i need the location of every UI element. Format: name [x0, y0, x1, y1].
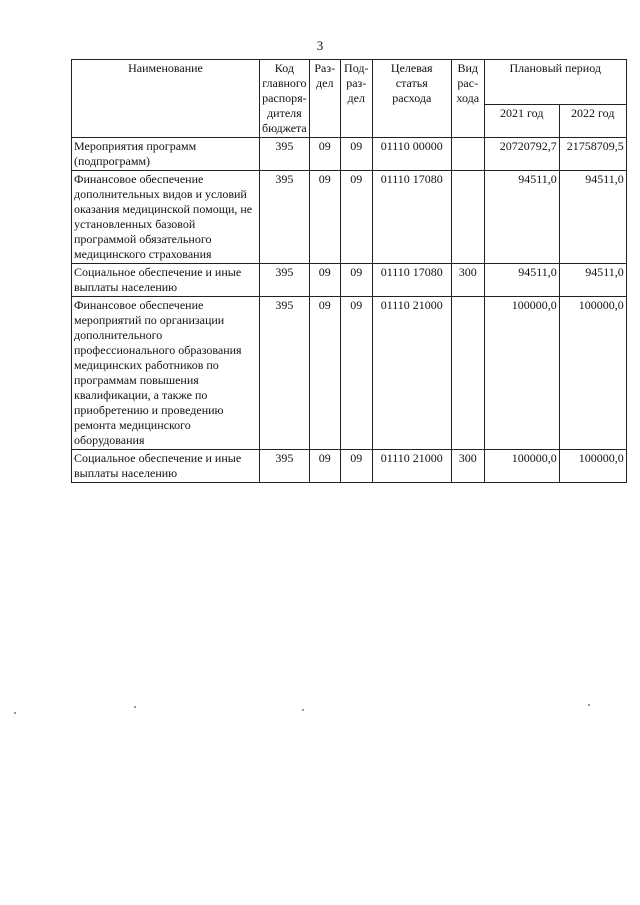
row-year-2022: 100000,0 [559, 297, 626, 450]
row-kind: 300 [451, 264, 484, 297]
row-code: 395 [260, 297, 310, 450]
row-name: Социальное обеспечение и иные выплаты населению [72, 450, 260, 483]
row-name: Финансовое обеспечение мероприятий по организации дополнительного профессионального образования медицинских работников по программам повышения квалификации, а также по приобретению и проведению ремонта медицинского оборудования [72, 297, 260, 450]
row-target: 01110 17080 [372, 264, 451, 297]
header-year-2022: 2022 год [559, 105, 626, 138]
row-section: 09 [309, 171, 340, 264]
header-period: Плановый период [484, 60, 626, 105]
row-name: Финансовое обеспечение дополнительных видов и условий оказания медицинской помощи, не установленных базовой программой обязательного медицинского страхования [72, 171, 260, 264]
row-year-2021: 100000,0 [484, 297, 559, 450]
row-section: 09 [309, 264, 340, 297]
page-number: 3 [316, 38, 324, 53]
header-year-2021: 2021 год [484, 105, 559, 138]
header-kind: Вид рас-хода [451, 60, 484, 138]
row-year-2022: 94511,0 [559, 264, 626, 297]
row-year-2022: 94511,0 [559, 171, 626, 264]
table-row [72, 138, 627, 171]
table-row [72, 264, 627, 297]
row-section: 09 [309, 138, 340, 171]
scan-speck [588, 704, 590, 706]
header-section: Раз-дел [309, 60, 340, 138]
row-subsection: 09 [340, 264, 372, 297]
row-target: 01110 21000 [372, 297, 451, 450]
row-kind [451, 297, 484, 450]
header-target: Целевая статья расхода [372, 60, 451, 138]
row-year-2021: 94511,0 [484, 171, 559, 264]
table-row [72, 450, 627, 483]
row-year-2021: 100000,0 [484, 450, 559, 483]
scan-speck [134, 706, 136, 708]
row-kind [451, 171, 484, 264]
table-row [72, 171, 627, 264]
row-subsection: 09 [340, 138, 372, 171]
row-target: 01110 00000 [372, 138, 451, 171]
row-name: Социальное обеспечение и иные выплаты населению [72, 264, 260, 297]
budget-table [71, 59, 627, 483]
row-subsection: 09 [340, 297, 372, 450]
scan-speck [302, 709, 304, 711]
scan-speck [14, 712, 16, 714]
row-section: 09 [309, 297, 340, 450]
row-target: 01110 17080 [372, 171, 451, 264]
table-row [72, 297, 627, 450]
row-year-2022: 100000,0 [559, 450, 626, 483]
row-year-2022: 21758709,5 [559, 138, 626, 171]
header-subsection: Под-раз-дел [340, 60, 372, 138]
header-code: Код главного распоря-дителя бюджета [260, 60, 310, 138]
row-name: Мероприятия программ (подпрограмм) [72, 138, 260, 171]
row-year-2021: 20720792,7 [484, 138, 559, 171]
row-subsection: 09 [340, 450, 372, 483]
row-section: 09 [309, 450, 340, 483]
row-kind [451, 138, 484, 171]
row-code: 395 [260, 171, 310, 264]
row-code: 395 [260, 264, 310, 297]
header-name: Наименование [72, 60, 260, 138]
row-code: 395 [260, 450, 310, 483]
row-code: 395 [260, 138, 310, 171]
row-subsection: 09 [340, 171, 372, 264]
row-target: 01110 21000 [372, 450, 451, 483]
row-year-2021: 94511,0 [484, 264, 559, 297]
row-kind: 300 [451, 450, 484, 483]
